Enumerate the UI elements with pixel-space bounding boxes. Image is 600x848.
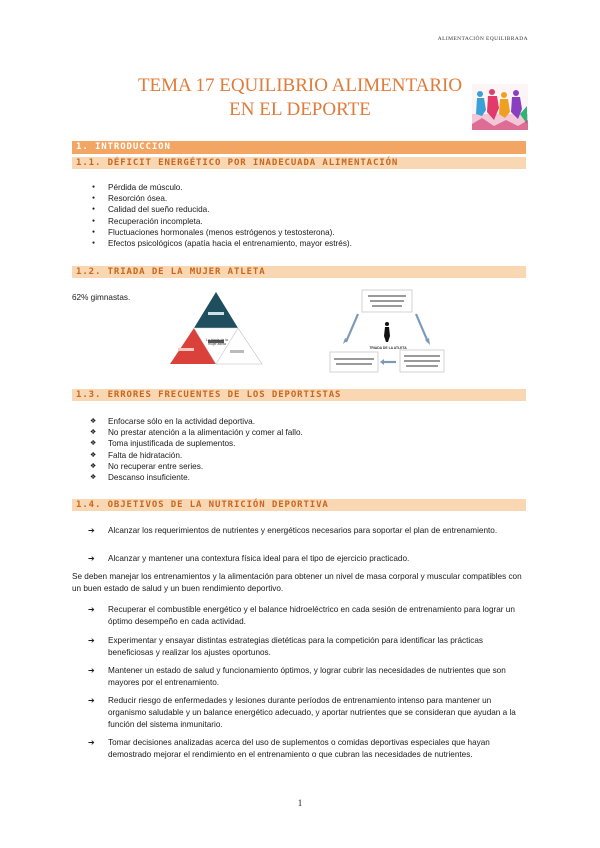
sports-banner-image	[472, 84, 528, 130]
list-item: ❖ Toma injustificada de suplementos.	[88, 438, 303, 449]
cycle-center-label: TRIADA DE LA ATLETA	[369, 346, 407, 350]
section-heading-intro: 1. INTRODUCCION	[76, 142, 171, 152]
deficit-list	[88, 182, 352, 249]
objetivo-item: ➔ Reducir riesgo de enfermedades y lesiones durante períodos de entrenamiento intenso para mantener un organismo saludable y un balance energético adecuado, y aportar nutrientes que se consideran que ayudan a la función del sistema inmunitario.	[88, 696, 516, 729]
arrow-icon: ➔	[88, 696, 95, 705]
list-item: ❖ No prestar atención a la alimentación y comer al fallo.	[88, 427, 303, 438]
arrow-icon: ➔	[88, 738, 95, 747]
objetivo-item: ➔ Experimentar y ensayar distintas estrategias dietéticas para la competición para identificar las prácticas beneficiosas y realizar los ajustes oportunos.	[88, 636, 483, 657]
triada-stat: 62% gimnastas.	[72, 293, 131, 302]
objetivo-item: ➔ Alcanzar y mantener una contextura física ideal para el tipo de ejercicio practicado.	[88, 554, 410, 563]
running-header: ALIMENTACIÓN EQUILIBRADA	[437, 36, 528, 42]
title-line-1: TEMA 17 EQUILIBRIO ALIMENTARIO	[137, 75, 463, 96]
list-item: ● Pérdida de músculo.	[88, 182, 352, 193]
list-item: ● Calidad del sueño reducida.	[88, 204, 352, 215]
triangle-center-label: La tríada de la mujer atleta	[206, 338, 228, 346]
list-item: ❖ Falta de hidratación.	[88, 450, 303, 461]
arrow-icon: ➔	[88, 666, 95, 675]
arrow-icon: ➔	[88, 605, 95, 614]
list-item: ● Recuperación incompleta.	[88, 216, 352, 227]
title-line-2: EN EL DEPORTE	[229, 99, 371, 120]
list-item: ● Fluctuaciones hormonales (menos estrógenos y testosterona).	[88, 227, 352, 238]
list-item: ❖ Descanso insuficiente.	[88, 472, 303, 483]
arrow-icon: ➔	[88, 526, 95, 535]
page-number: 1	[297, 798, 303, 808]
section-heading-1-2: 1.2. TRIADA DE LA MUJER ATLETA	[76, 267, 266, 277]
section-heading-1-3: 1.3. ERRORES FRECUENTES DE LOS DEPORTISTAS	[76, 390, 342, 400]
triada-triangle-diagram	[164, 288, 268, 372]
page-title	[70, 74, 530, 122]
errores-list	[88, 416, 303, 483]
list-item: ❖ No recuperar entre series.	[88, 461, 303, 472]
objetivo-item: ➔ Mantener un estado de salud y funcionamiento óptimos, y lograr cubrir las necesidades de nutrientes que son mayores por el entrenamiento.	[88, 666, 506, 687]
list-item: ● Efectos psicológicos (apatía hacia el entrenamiento, mayor estrés).	[88, 238, 352, 249]
arrow-icon: ➔	[88, 554, 95, 563]
list-item: ❖ Enfocarse sólo en la actividad deportiva.	[88, 416, 303, 427]
objetivo-item: ➔ Alcanzar los requerimientos de nutrientes y energéticos necesarios para soportar el plan de entrenamiento.	[88, 526, 498, 535]
objetivo-item: ➔ Tomar decisiones analizadas acerca del uso de suplementos o comidas deportivas especiales que hayan demostrado mejorar el rendimiento en el entrenamiento o que cubran las necesidades de nutrientes.	[88, 738, 490, 759]
objetivo-item: ➔ Recuperar el combustible energético y el balance hidroeléctrico en cada sesión de entrenamiento para lograr un óptimo desempeño en cada actividad.	[88, 605, 515, 626]
section-heading-1-1: 1.1. DÉFICIT ENERGÉTICO POR INADECUADA ALIMENTACIÓN	[76, 158, 399, 168]
objetivos-paragraph: Se deben manejar los entrenamientos y la alimentación para obtener un nivel de masa corporal y muscular compatibles con un buen estado de salud y un buen rendimiento deportivo.	[72, 572, 522, 593]
section-heading-1-4: 1.4. OBJETIVOS DE LA NUTRICIÓN DEPORTIVA	[76, 500, 329, 510]
arrow-icon: ➔	[88, 636, 95, 645]
triada-cycle-diagram	[328, 288, 446, 378]
list-item: ● Resorción ósea.	[88, 193, 352, 204]
